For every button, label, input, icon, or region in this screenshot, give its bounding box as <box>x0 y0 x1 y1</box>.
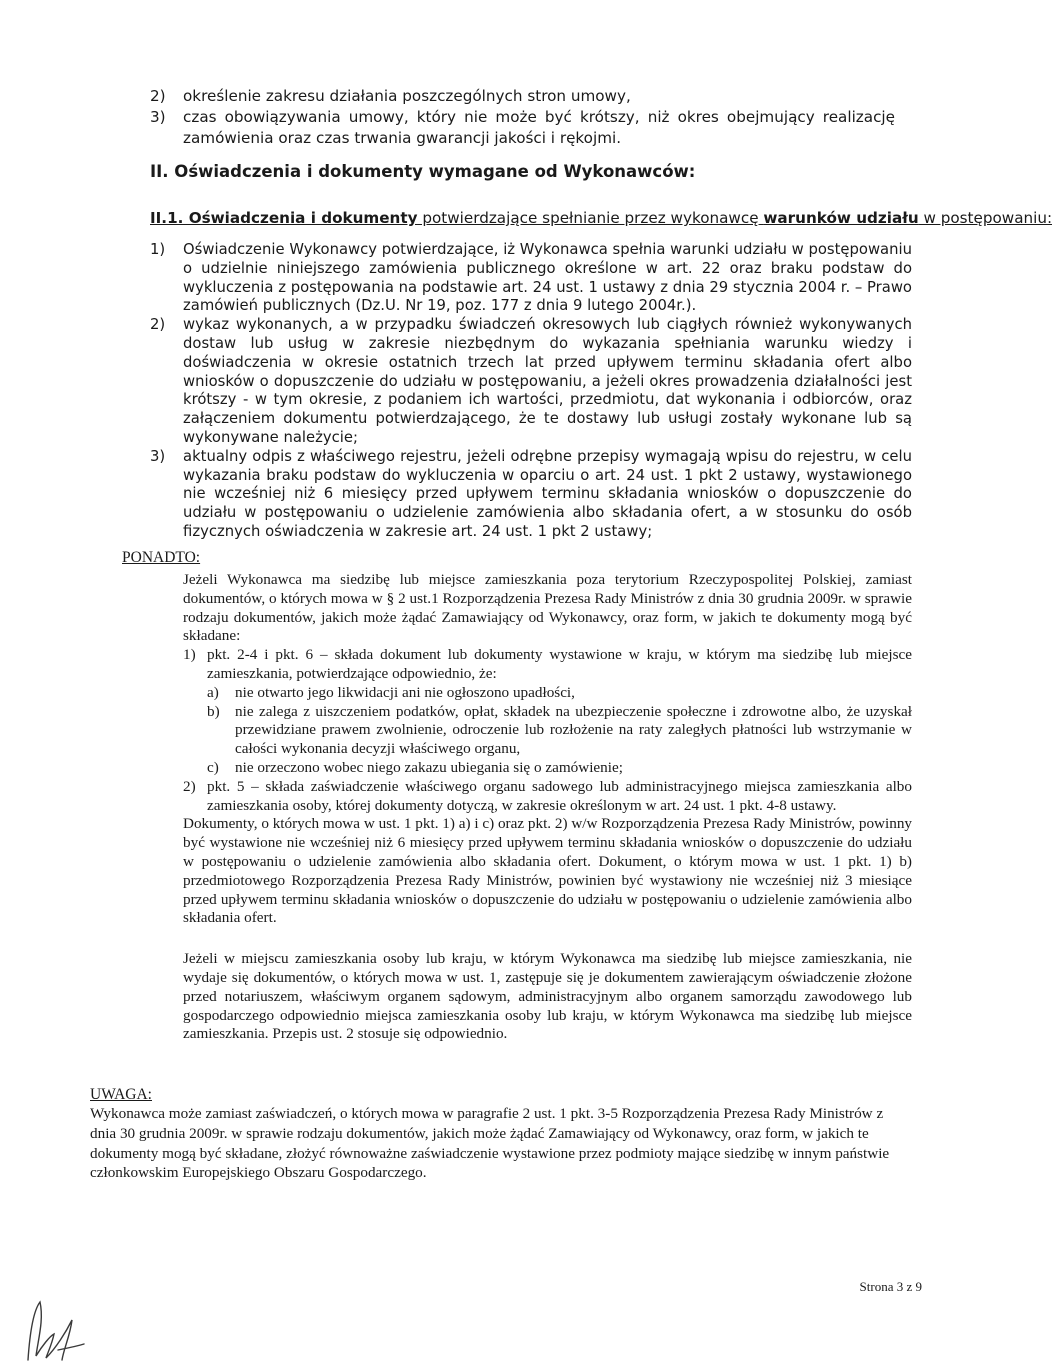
item-number: 2) <box>183 777 196 795</box>
item-text: Oświadczenie Wykonawcy potwierdzające, iż Wykonawca spełnia warunki udziału w postępowaniu o udzielnie niniejszego zamówienia publicznego określone w art. 22 oraz braku podstaw do wykluczenia z postępowania na podstawie art. 24 ust. 1 ustawy z dnia 29 stycznia 2004 r. – Prawo zamówień publicznych (Dz.U. Nr 19, poz. 177 z dnia 9 lutego 2004r.). <box>183 241 912 315</box>
item-text: nie zalega z uiszczeniem podatków, opłat, składek na ubezpieczenie społeczne i zdrowotne albo, że uzyskał przewidziane prawem zwolnienie, odroczenie lub rozłożenie na raty zaległych płatności lub wstrzymanie w całości wykonania decyzji właściwego organu, <box>235 702 912 758</box>
item-number: c) <box>207 758 219 776</box>
list-item <box>183 778 912 816</box>
ponadto-intro: Jeżeli Wykonawca ma siedzibę lub miejsce zamieszkania poza terytorium Rzeczypospolitej Polskiej, zamiast dokumentów, o których mowa w § 2 ust.1 Rozporządzenia Prezesa Rady Ministrów z dnia 30 grudnia 2009r. w sprawie rodzaju dokumentów, jakich może żądać Zamawiający od Wykonawcy, oraz form, w jakich te dokumenty mogą być składane: <box>183 571 912 645</box>
item-number: 2) <box>150 316 166 334</box>
item-text: czas obowiązywania umowy, który nie może być krótszy, niż okres obejmujący realizację zamówienia oraz czas trwania gwarancji jakości i rękojmi. <box>183 108 895 147</box>
sub-list-item <box>207 759 912 778</box>
section-2-title: II. Oświadczenia i dokumenty wymagane od Wykonawców: <box>150 162 696 181</box>
section-2-1-bold: warunków udziału <box>763 209 919 227</box>
item-text: określenie zakresu działania poszczególnych stron umowy, <box>183 87 631 105</box>
item-number: a) <box>207 683 219 701</box>
uwaga-heading: UWAGA: <box>90 1086 152 1103</box>
item-text: nie otwarto jego likwidacji ani nie ogłoszono upadłości, <box>235 683 575 701</box>
item-number: 1) <box>150 241 166 258</box>
section-2-1-suffix: w postępowaniu: <box>918 209 1052 227</box>
list-item <box>150 316 912 448</box>
item-text: wykaz wykonanych, a w przypadku świadczeń okresowych lub ciągłych również wykonywanych dostaw lub usług w zakresie niezbędnym do wykazania spełniania warunku wiedzy i doświadczenia w okresie ostatnich trzech lat przed upływem terminu składania ofert albo wniosków o dopuszczenie do udziału w postępowaniu, a jeżeli okres prowadzenia działalności jest krótszy - w tym okresie, z podaniem ich wartości, przedmiotu, dat wykonania i odbiorców, oraz załączeniem dokumentu potwierdzającego, że te dostawy lub usługi zostały wykonane lub są wykonywane należycie; <box>183 316 912 446</box>
item-number: 2) <box>150 87 166 105</box>
ponadto-section <box>150 571 912 1044</box>
section-2-1-title <box>150 209 1052 227</box>
item-number: b) <box>207 702 220 720</box>
list-item <box>150 107 895 149</box>
uwaga-text: Wykonawca może zamiast zaświadczeń, o których mowa w paragrafie 2 ust. 1 pkt. 3-5 Rozporządzenia Prezesa Rady Ministrów z dnia 30 grudnia 2009r. w sprawie rodzaju dokumentów, jakich może żądać Zamawiający od Wykonawcy, oraz form, w jakich te dokumenty mogą być składane, złożyć równoważne zaświadczenie wystawione przez podmioty mające siedzibę w innym państwie członkowskim Europejskiego Obszaru Gospodarczego. <box>90 1105 890 1182</box>
section-2-1-prefix: II.1. Oświadczenia i dokumenty <box>150 209 418 227</box>
top-list <box>150 86 895 149</box>
item-text: pkt. 2-4 i pkt. 6 – składa dokument lub dokumenty wystawione w kraju, w którym ma siedzibę lub miejsce zamieszkania, potwierdzające odpowiednio, że: <box>207 646 912 682</box>
item-number: 1) <box>183 646 196 664</box>
list-item <box>183 646 912 684</box>
list-item <box>150 448 912 542</box>
item-text: nie orzeczono wobec niego zakazu ubiegania się o zamówienie; <box>235 758 623 776</box>
item-number: 3) <box>150 447 166 465</box>
page-number: Strona 3 z 9 <box>859 1279 922 1294</box>
signature-scribble <box>18 1290 90 1366</box>
ponadto-heading: PONADTO: <box>122 549 201 566</box>
item-text: pkt. 5 – składa zaświadczenie właściwego organu sadowego lub administracyjnego miejsca zamieszkania albo zamieszkania osoby, której dokumenty dotyczą, w zakresie określonym w art. 24 ust. 1 pkt. 4-8 ustawy. <box>207 777 912 814</box>
sub-list-item <box>207 684 912 703</box>
section-2-1-list <box>150 241 912 542</box>
sub-list-item <box>207 703 912 759</box>
list-item <box>150 241 912 316</box>
item-text: aktualny odpis z właściwego rejestru, jeżeli odrębne przepisy wymagają wpisu do rejestru, w celu wykazania braku podstaw do wykluczenia w oparciu o art. 24 ust. 1 pkt 2 ustawy, wystawionego nie wcześniej niż 6 miesięcy przed upływem terminu składania wniosków o dopuszczenie do udziału w postępowaniu o udzielenie zamówienia albo składania ofert, a w stosunku do osób fizycznych oświadczenia w zakresie art. 24 ust. 1 pkt 2 ustawy; <box>183 447 912 540</box>
list-item <box>150 86 895 107</box>
ponadto-paragraph-1: Dokumenty, o których mowa w ust. 1 pkt. 1) a) i c) oraz pkt. 2) w/w Rozporządzenia Prezesa Rady Ministrów, powinny być wystawione nie wcześniej niż 6 miesięcy przed upływem terminu składania wniosków o dopuszczenie do udziału w postępowaniu o udzielenie zamówienia albo składania ofert. Dokument, o którym mowa w ust. 1 pkt. 1) b) przedmiotowego Rozporządzenia Prezesa Rady Ministrów, powinien być wystawiony nie wcześniej niż 3 miesiące przed upływem terminu składania wniosków o dopuszczenie do udziału w postępowaniu o udzielenie zamówienia albo składania ofert. <box>183 815 912 927</box>
ponadto-paragraph-2: Jeżeli w miejscu zamieszkania osoby lub kraju, w którym Wykonawca ma siedzibę lub miejsce zamieszkania, nie wydaje się dokumentów, o których mowa w ust. 1, zastępuje się je dokumentem zawierającym oświadczenie złożone przed notariuszem, właściwym organem sądowym, administracyjnym albo organem samorządu zawodowego lub gospodarczego odpowiednio miejsca zamieszkania osoby lub kraju, w którym Wykonawca ma siedzibę lub miejsce zamieszkania. Przepis ust. 2 stosuje się odpowiednio. <box>183 950 912 1043</box>
item-number: 3) <box>150 108 166 126</box>
section-2-1-middle: potwierdzające spełnianie przez wykonawcę <box>417 209 764 227</box>
